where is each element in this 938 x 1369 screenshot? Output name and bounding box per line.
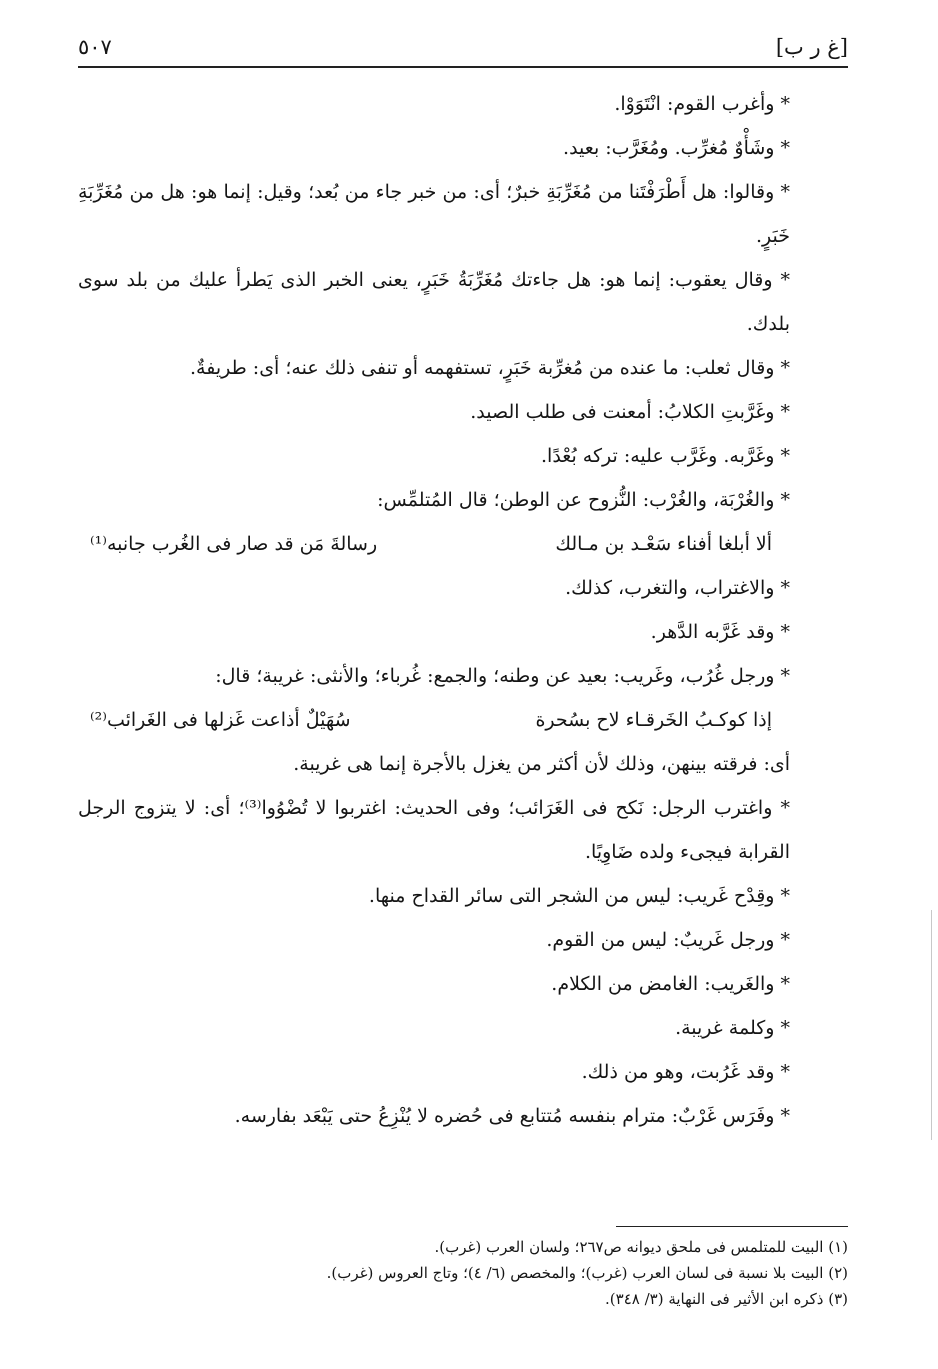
entry-body	[78, 82, 848, 1138]
verse-second-hemistich: رسالةَ مَن قد صار فى الغُرب جانبه⁽¹⁾	[90, 533, 378, 555]
entry-paragraph: * والغَريب: الغامض من الكلام.	[551, 973, 790, 995]
entry-paragraph: * ورجل غَريبٌ: ليس من القوم.	[546, 929, 790, 951]
poem-verse	[78, 698, 848, 742]
entry-paragraph: * وشَأْوٌ مُغرِّب. ومُغَرَّب: بعيد.	[563, 137, 790, 159]
entry-paragraph: أى: فرقته بينهن، وذلك لأن أكثر من يغزل بالأجرة إنما هى غريبة.	[293, 753, 790, 775]
entry-paragraph: * وقالوا: هل أَطْرَفْتَنا من مُغَرِّبَةِ خبرٌ؛ أى: من خبر جاء من بُعد؛ وقيل: إنما هو: هل من مُغَرِّبَةِ خَبَرٍ.	[78, 181, 790, 247]
header-divider	[78, 66, 848, 68]
entry-paragraph: * وقد غَرَّبه الدَّهر.	[650, 621, 790, 643]
entry-paragraph: * وقِدْح غَريب: ليس من الشجر التى سائر القداح منها.	[368, 885, 790, 907]
entry-paragraph: * واغترب الرجل: نَكح فى الغَرَائب؛ وفى الحديث: اغتربوا لا تُضْوُوا⁽³⁾؛ أى: لا يتزوج الرجل القرابة فيجىء ولده ضَاوِيًا.	[78, 797, 790, 863]
scan-edge-line	[931, 910, 932, 1140]
entry-paragraph: * وكلمة غريبة.	[675, 1017, 790, 1039]
entry-paragraph: * والغُرْبَة، والغُرْب: النُّزوح عن الوطن؛ قال المُتلمِّس:	[377, 489, 790, 511]
verse-second-hemistich: سُهَيْلٌ أذاعت غَزلها فى الغَرائب⁽²⁾	[90, 709, 351, 731]
entry-paragraph: * وقال يعقوب: إنما هو: هل جاءتك مُغَرِّبَةُ خَبَرٍ، يعنى الخبر الذى يَطرأ عليك من بلد سوى بلدك.	[78, 269, 790, 335]
entry-paragraph: * وفَرَس غَرْبٌ: مترام بنفسه مُتتابع فى حُضره لا يُنْزِعُ حتى يَبْعَد بفارسه.	[234, 1105, 790, 1127]
poem-verse	[78, 522, 848, 566]
footnote-2: (٢) البيت بلا نسبة فى لسان العرب (غرب)؛ والمخصص (٦/ ٤)؛ وتاج العروس (غرب).	[326, 1264, 848, 1282]
root-heading: [غ ر ب]	[775, 35, 848, 59]
footnote-1: (١) البيت للمتلمس فى ملحق ديوانه ص٢٦٧؛ ولسان العرب (غرب).	[434, 1238, 848, 1256]
entry-paragraph: * وأغرب القوم: انْتَوَوْا.	[614, 93, 790, 115]
page-number: ٥٠٧	[78, 35, 112, 59]
page-header	[78, 30, 848, 64]
footnote-3: (٣) ذكره ابن الأثير فى النهاية (٣/ ٣٤٨).	[605, 1290, 848, 1308]
entry-paragraph: * وغَرَّبه. وغَرَّب عليه: تركه بُعْدًا.	[541, 445, 790, 467]
entry-paragraph: * وقد غَرُبت، وهو من ذلك.	[581, 1061, 790, 1083]
verse-first-hemistich: ألا أبلغا أفناء سَعْـد بن مـالك	[555, 533, 772, 555]
footnote-divider	[616, 1226, 848, 1227]
entry-paragraph: * والاغتراب، والتغرب، كذلك.	[565, 577, 790, 599]
entry-paragraph: * وقال ثعلب: ما عنده من مُغرِّبة خَبَرٍ، تستفهمه أو تنفى ذلك عنه؛ أى: طريفةٌ.	[190, 357, 790, 379]
footnotes	[78, 1234, 848, 1312]
dictionary-page	[78, 30, 848, 1350]
verse-first-hemistich: إذا كوكـبُ الخَرقـاء لاح بسُحرة	[535, 709, 772, 731]
entry-paragraph: * وغَرَّبتِ الكلابُ: أمعنت فى طلب الصيد.	[470, 401, 790, 423]
entry-paragraph: * ورجل غُرُب، وغَريب: بعيد عن وطنه؛ والجمع: غُرباء؛ والأنثى: غريبة؛ قال:	[215, 665, 790, 687]
